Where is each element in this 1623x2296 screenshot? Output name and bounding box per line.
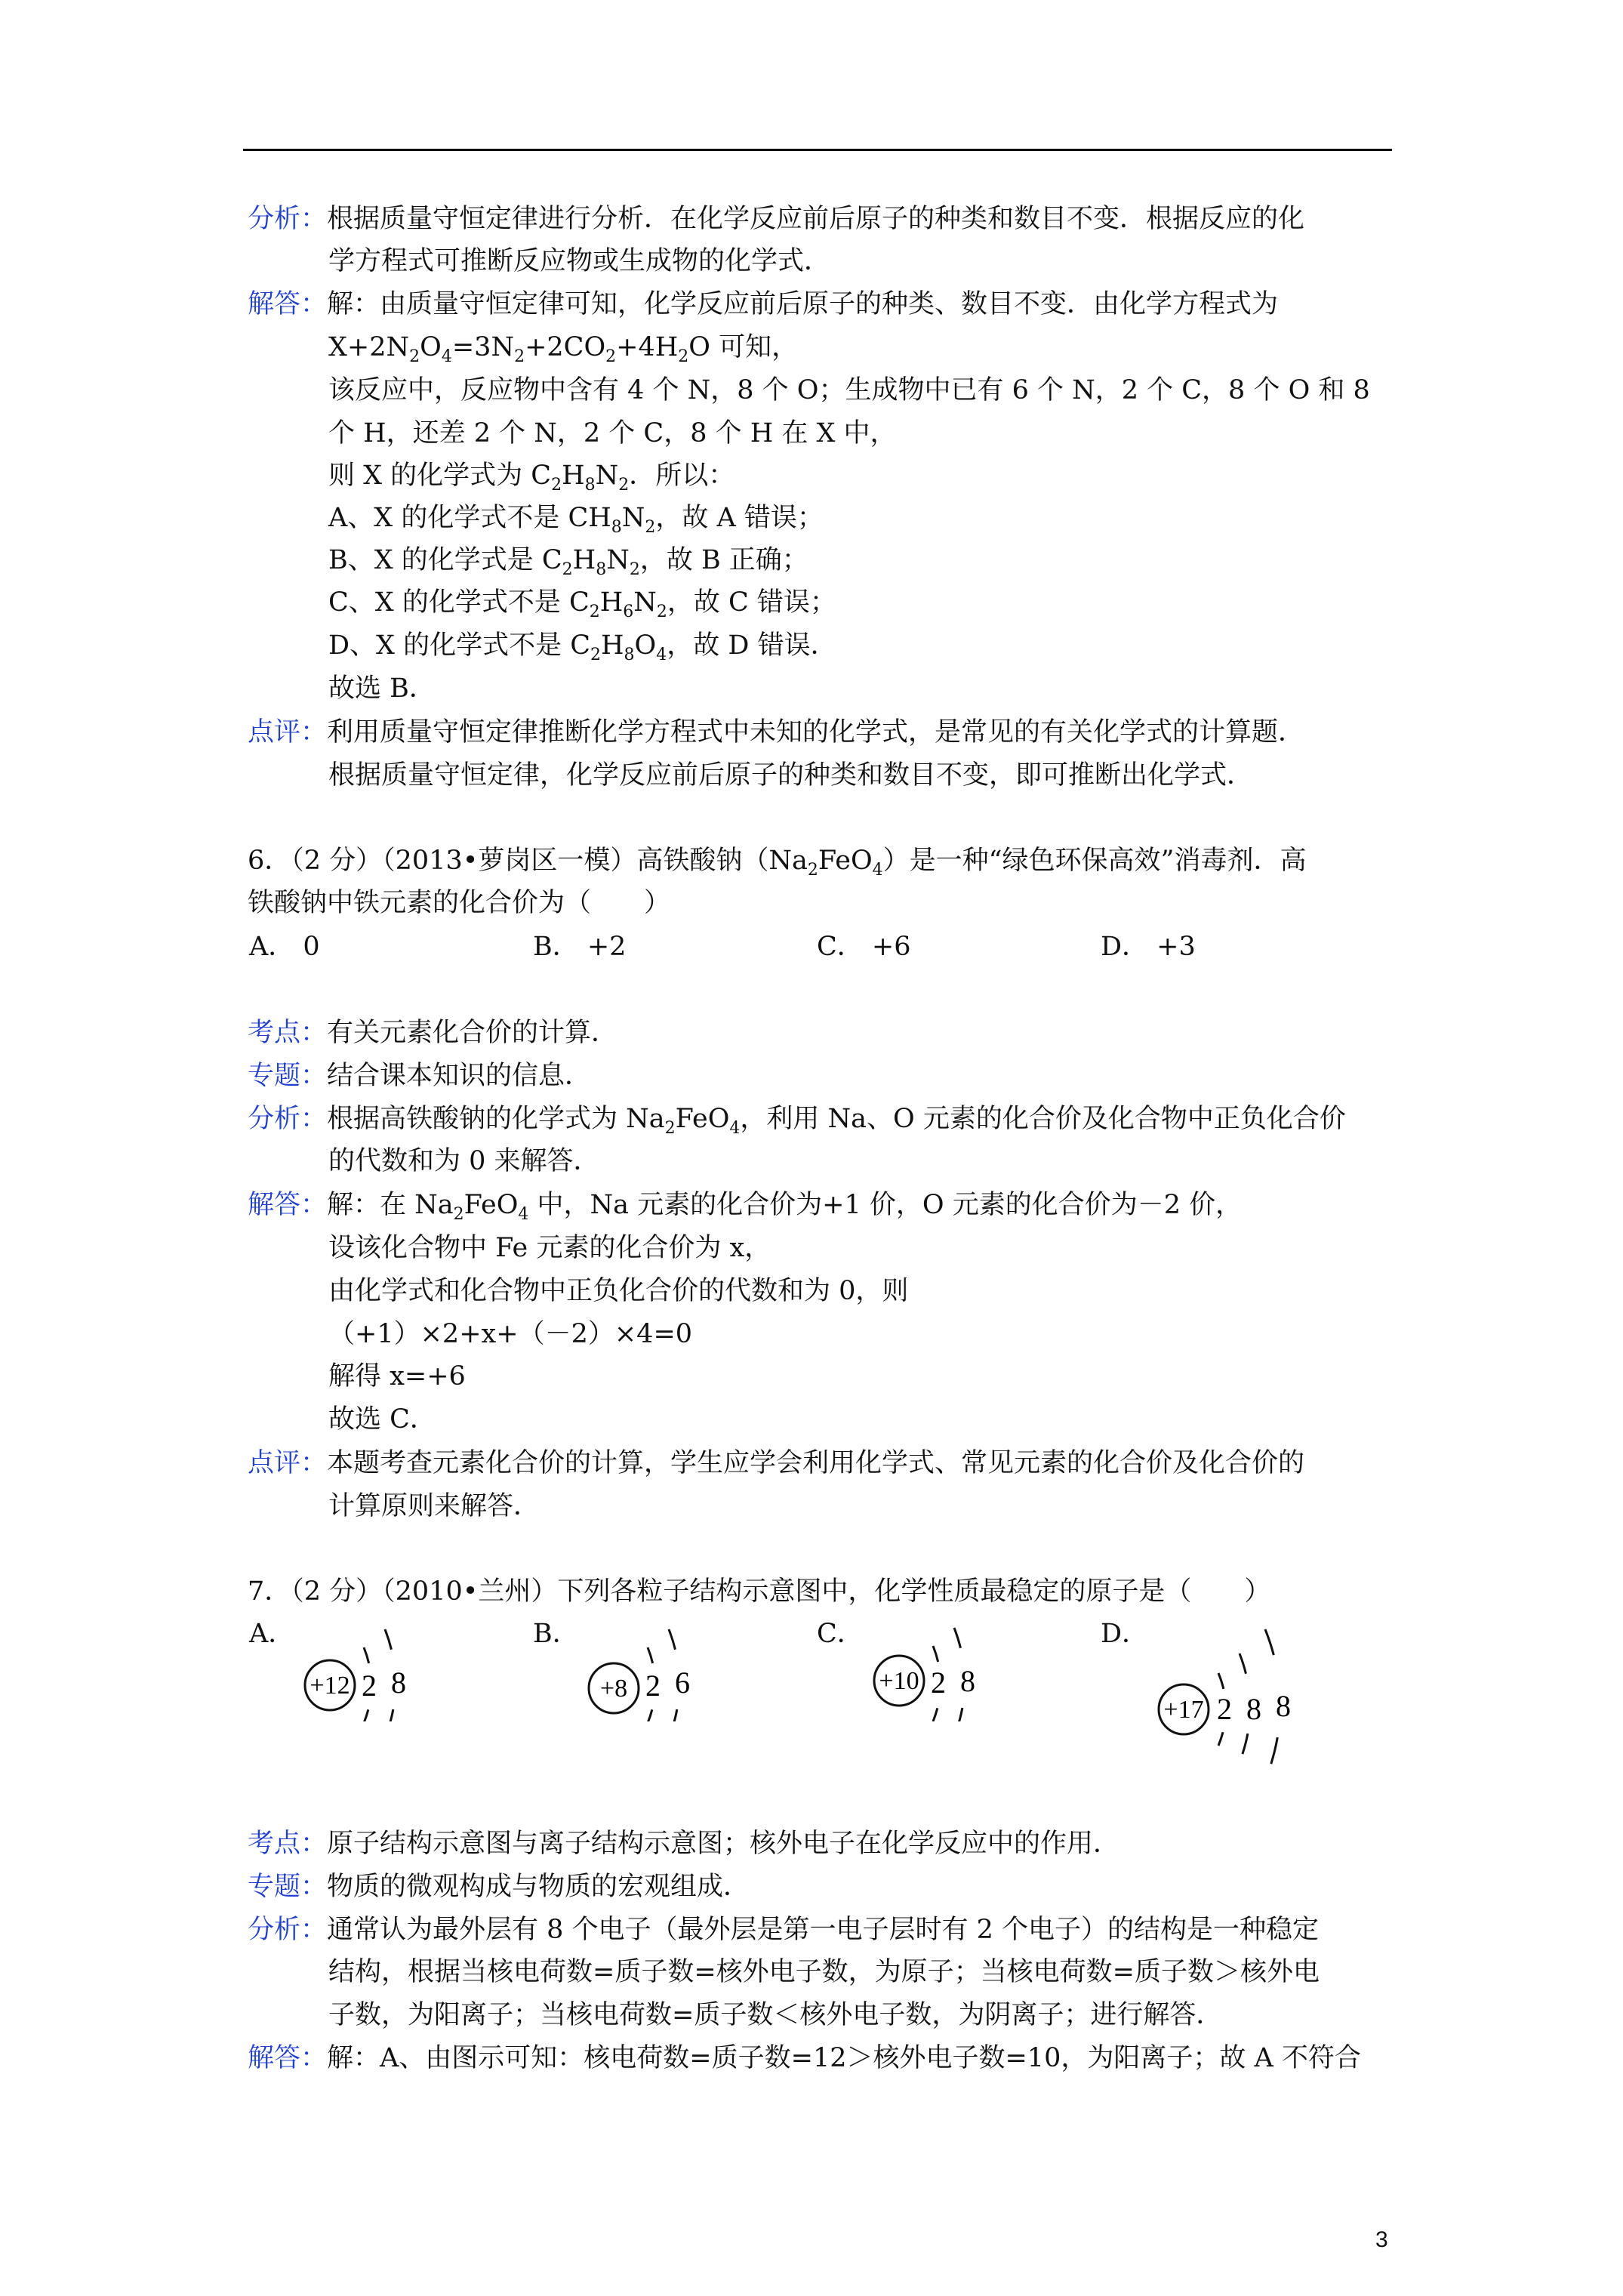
q5-analysis-line-2: 学方程式可推断反应物或生成物的化学式． bbox=[328, 246, 831, 276]
q6-analysis-line-1: 分析：根据高铁酸钠的化学式为 $Na_2FeO_4$，利用 Na、O 元素的化合价及化合物中正负化合价 bbox=[248, 1104, 1346, 1138]
q5-option-a-analysis: A、X 的化学式不是 $CH_8N_2$，故 A 错误； bbox=[328, 503, 824, 537]
q5-answer-line-1: 解答：解：由质量守恒定律可知，化学反应前后原子的种类、数目不变．由化学方程式为 bbox=[248, 289, 1279, 319]
q5-answer-line-4: 个 H，还差 2 个 N，2 个 C，8 个 H 在 X 中， bbox=[328, 418, 897, 448]
q5-answer-line-5: 则 X 的化学式为 $C_2H_8N_2$．所以： bbox=[328, 461, 735, 495]
q5-equation: $X+2N_2O_4=3N_2+2CO_2+4H_2O$ 可知， bbox=[328, 332, 799, 366]
shell-2-electrons: 8 bbox=[391, 1666, 406, 1700]
analysis-label: 分析： bbox=[248, 1104, 328, 1134]
q6-stem-line-2: 铁酸钠中铁元素的化合价为（ ） bbox=[248, 888, 671, 918]
comment-label: 点评： bbox=[248, 1448, 328, 1478]
q7-option-d-label: D． bbox=[1101, 1619, 1149, 1649]
q6-answer-line-4: （+1）×2+x+（－2）×4=0 bbox=[328, 1319, 693, 1349]
atom-diagram-c bbox=[862, 1616, 1006, 1721]
q5-choice: 故选 B． bbox=[328, 673, 436, 704]
nucleus-charge: +10 bbox=[879, 1667, 919, 1695]
q7-zhuanti: 专题：物质的微观构成与物质的宏观组成． bbox=[248, 1872, 750, 1902]
shell-1-electrons: 2 bbox=[1217, 1692, 1232, 1726]
q7-analysis-line-3: 子数，为阳离子；当核电荷数=质子数＜核外电子数，为阴离子；进行解答． bbox=[328, 2000, 1223, 2030]
answer-label: 解答： bbox=[248, 1190, 328, 1220]
q6-answer-line-5: 解得 x=+6 bbox=[328, 1361, 466, 1391]
q7-stem: 7．（2 分）（2010•兰州）下列各粒子结构示意图中，化学性质最稳定的原子是（ ） bbox=[248, 1576, 1271, 1607]
shell-3-electrons: 8 bbox=[1276, 1689, 1291, 1723]
q6-option-d: D． +3 bbox=[1101, 932, 1196, 962]
comment-label: 点评： bbox=[248, 717, 328, 747]
q6-option-a: A． 0 bbox=[249, 932, 320, 962]
analysis-label: 分析： bbox=[248, 204, 328, 234]
q6-option-c: C． +6 bbox=[817, 932, 911, 962]
shell-2-electrons: 8 bbox=[960, 1664, 975, 1698]
q7-option-a-label: A． bbox=[249, 1619, 295, 1649]
nucleus-charge: +12 bbox=[310, 1672, 350, 1700]
shell-1-electrons: 2 bbox=[362, 1669, 377, 1703]
zhuanti-label: 专题： bbox=[248, 1872, 328, 1902]
analysis-label: 分析： bbox=[248, 1915, 328, 1945]
q6-answer-line-1: 解答：解：在 $Na_2FeO_4$ 中，Na 元素的化合价为+1 价，O 元素的化合价为－2 价， bbox=[248, 1190, 1243, 1224]
answer-label: 解答： bbox=[248, 289, 328, 319]
shell-1-electrons: 2 bbox=[931, 1666, 946, 1700]
q6-answer-line-2: 设该化合物中 Fe 元素的化合价为 x， bbox=[328, 1233, 771, 1263]
q7-option-b-label: B． bbox=[533, 1619, 579, 1649]
shell-2-electrons: 6 bbox=[675, 1666, 690, 1700]
q6-comment-line-2: 计算原则来解答． bbox=[328, 1491, 540, 1521]
q5-answer-line-3: 该反应中，反应物中含有 4 个 N，8 个 O；生成物中已有 6 个 N，2 个 C，8 个 O 和 8 bbox=[328, 375, 1370, 405]
atom-diagram-b bbox=[578, 1616, 722, 1721]
nucleus-charge: +17 bbox=[1163, 1696, 1204, 1724]
q7-analysis-line-2: 结构，根据当核电荷数=质子数=核外电子数，为原子；当核电荷数=质子数＞核外电 bbox=[328, 1957, 1320, 1987]
q6-zhuanti: 专题：结合课本知识的信息． bbox=[248, 1061, 592, 1091]
q7-answer-line-1: 解答：解：A、由图示可知：核电荷数=质子数=12＞核外电子数=10，为阳离子；故 A 不符合 bbox=[248, 2043, 1361, 2073]
shell-1-electrons: 2 bbox=[645, 1669, 661, 1703]
kaodian-label: 考点： bbox=[248, 1829, 328, 1859]
answer-label: 解答： bbox=[248, 2043, 328, 2073]
q5-option-c-analysis: C、X 的化学式不是 $C_2H_6N_2$，故 C 错误； bbox=[328, 587, 836, 621]
q7-analysis-line-1: 分析：通常认为最外层有 8 个电子（最外层是第一电子层时有 2 个电子）的结构是一种稳定 bbox=[248, 1915, 1320, 1945]
header-rule bbox=[243, 149, 1392, 151]
q5-analysis-line-1: 分析：根据质量守恒定律进行分析．在化学反应前后原子的种类和数目不变．根据反应的化 bbox=[248, 204, 1305, 234]
zhuanti-label: 专题： bbox=[248, 1061, 328, 1091]
q6-analysis-line-2: 的代数和为 0 来解答． bbox=[328, 1146, 600, 1176]
q6-comment-line-1: 点评：本题考查元素化合价的计算，学生应学会利用化学式、常见元素的化合价及化合价的 bbox=[248, 1448, 1305, 1478]
q6-stem-line-1: 6．（2 分）（2013•萝岗区一模）高铁酸钠$(Na_2FeO_4)$是一种“绿色环保高效”消毒剂．高 bbox=[248, 846, 1307, 880]
nucleus-charge: +8 bbox=[599, 1675, 628, 1703]
page-number: 3 bbox=[1375, 2227, 1388, 2252]
q5-option-b-analysis: B、X 的化学式是 $C_2H_8N_2$，故 B 正确； bbox=[328, 545, 808, 579]
kaodian-label: 考点： bbox=[248, 1018, 328, 1048]
q6-option-b: B． +2 bbox=[533, 932, 627, 962]
shell-2-electrons: 8 bbox=[1246, 1692, 1261, 1726]
q5-option-d-analysis: D、X 的化学式不是 $C_2H_8O_4$，故 D 错误． bbox=[328, 630, 837, 664]
q6-choice: 故选 C． bbox=[328, 1404, 436, 1435]
atom-diagram-a bbox=[294, 1616, 438, 1721]
q7-kaodian: 考点：原子结构示意图与离子结构示意图；核外电子在化学反应中的作用． bbox=[248, 1829, 1120, 1859]
atom-diagram-d bbox=[1146, 1616, 1327, 1782]
q6-answer-line-3: 由化学式和化合物中正负化合价的代数和为 0，则 bbox=[328, 1276, 909, 1306]
q5-comment-line-2: 根据质量守恒定律，化学反应前后原子的种类和数目不变，即可推断出化学式． bbox=[328, 760, 1254, 791]
q7-option-c-label: C． bbox=[817, 1619, 864, 1649]
q6-kaodian: 考点：有关元素化合价的计算． bbox=[248, 1018, 618, 1048]
q5-comment-line-1: 点评：利用质量守恒定律推断化学方程式中未知的化学式，是常见的有关化学式的计算题． bbox=[248, 717, 1305, 747]
